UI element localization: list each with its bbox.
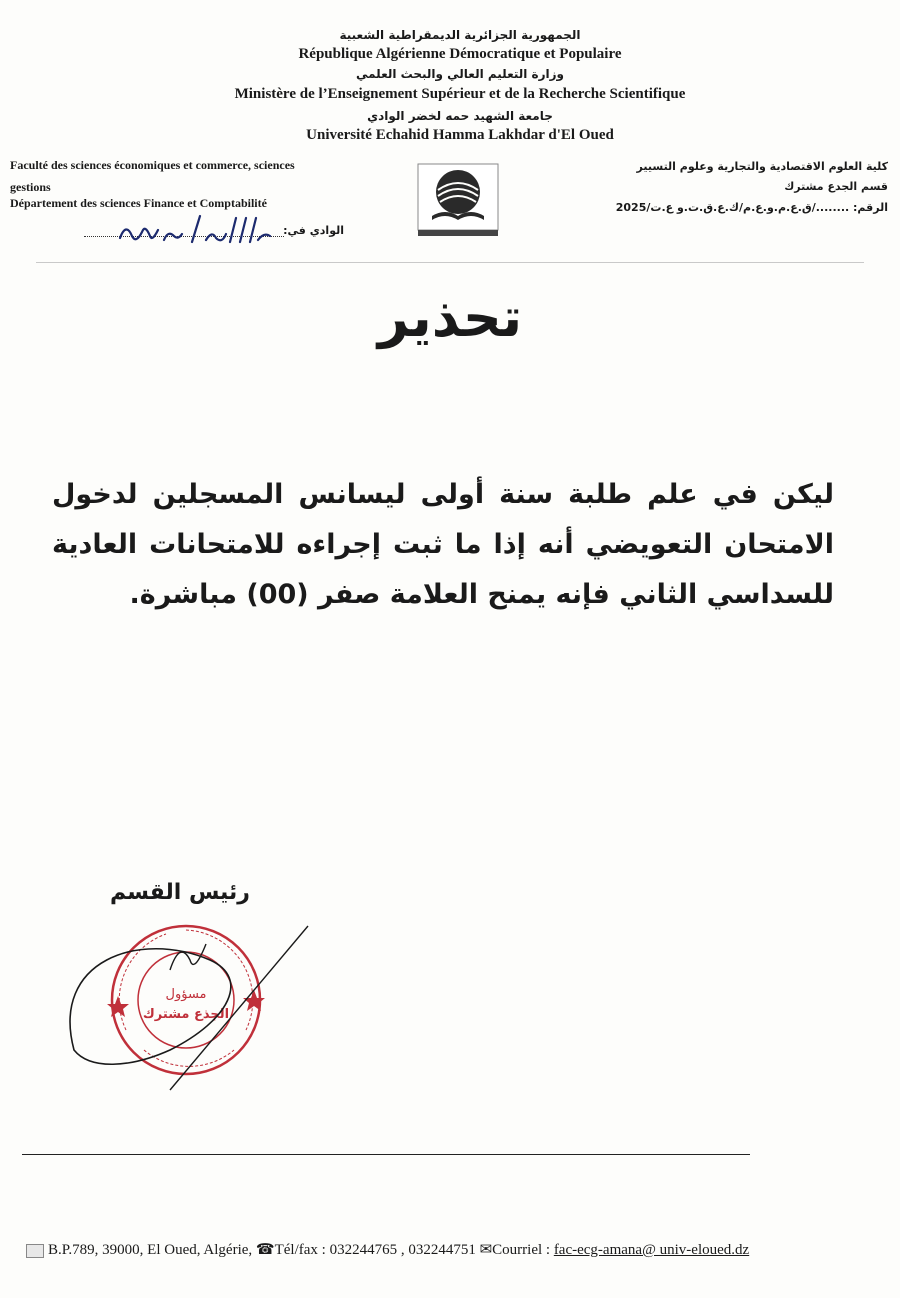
date-label: الوادي في: [283, 224, 344, 237]
footer-divider [22, 1154, 750, 1155]
footer-email-link[interactable]: fac-ecg-amana@ univ-eloued.dz [553, 1242, 750, 1258]
reference-number: الرقم: ......../ق.ع.م.و.ع.م/ك.ع.ق.ت.و ع.ت/2025 [615, 201, 888, 214]
footer-email-label: Courriel : [492, 1242, 551, 1258]
phone-icon: ☎ [255, 1242, 275, 1258]
footer-address: B.P.789, 39000, El Oued, Algérie, [48, 1242, 253, 1258]
faculty-fr-line1: Faculté des sciences économiques et commerce, sciences [10, 158, 295, 172]
mail-icon [26, 1244, 44, 1258]
faculty-fr-line2: gestions [10, 180, 51, 194]
university-logo [412, 160, 504, 240]
footer [26, 1240, 749, 1259]
ministry-fr: Ministère de l’Enseignement Supérieur et de la Recherche Scientifique [234, 86, 686, 102]
faculty-ar: كلية العلوم الاقتصادية والتجارية وعلوم التسيير [636, 160, 888, 173]
stamp-center-line2: الجذع مشترك [142, 1007, 230, 1022]
document-title: تحذير [377, 286, 523, 349]
ministry-ar: وزارة التعليم العالي والبحث العلمي [355, 67, 565, 81]
fax-icon: ✉ [479, 1242, 493, 1258]
header-divider [36, 262, 864, 263]
stamp-center-line1: مسؤول [165, 987, 207, 1002]
republic-ar: الجمهورية الجزائرية الديمقراطية الشعبية [339, 28, 581, 42]
university-fr: Université Echahid Hamma Lakhdar d'El Oued [306, 127, 614, 143]
date-line [84, 208, 344, 248]
department-fr: Département des sciences Finance et Comptabilité [10, 196, 267, 210]
signature-title: رئيس القسم [110, 880, 250, 905]
republic-fr: République Algérienne Démocratique et Populaire [298, 46, 622, 62]
university-ar: جامعة الشهيد حمه لخضر الوادي [367, 109, 553, 123]
handwritten-date [112, 212, 282, 248]
department-ar: قسم الجدع مشترك [784, 180, 888, 193]
warning-body: ليكن في علم طلبة سنة أولى ليسانس المسجلين لدخول الامتحان التعويضي أنه إذا ما ثبت إجراءه للامتحانات العادية للسداسي الثاني فإنه يمنح العلامة صفر (00) مباشرة. [52, 479, 834, 610]
official-stamp [60, 900, 330, 1100]
footer-phone: Tél/fax : 032244765 , 032244751 [274, 1242, 476, 1258]
